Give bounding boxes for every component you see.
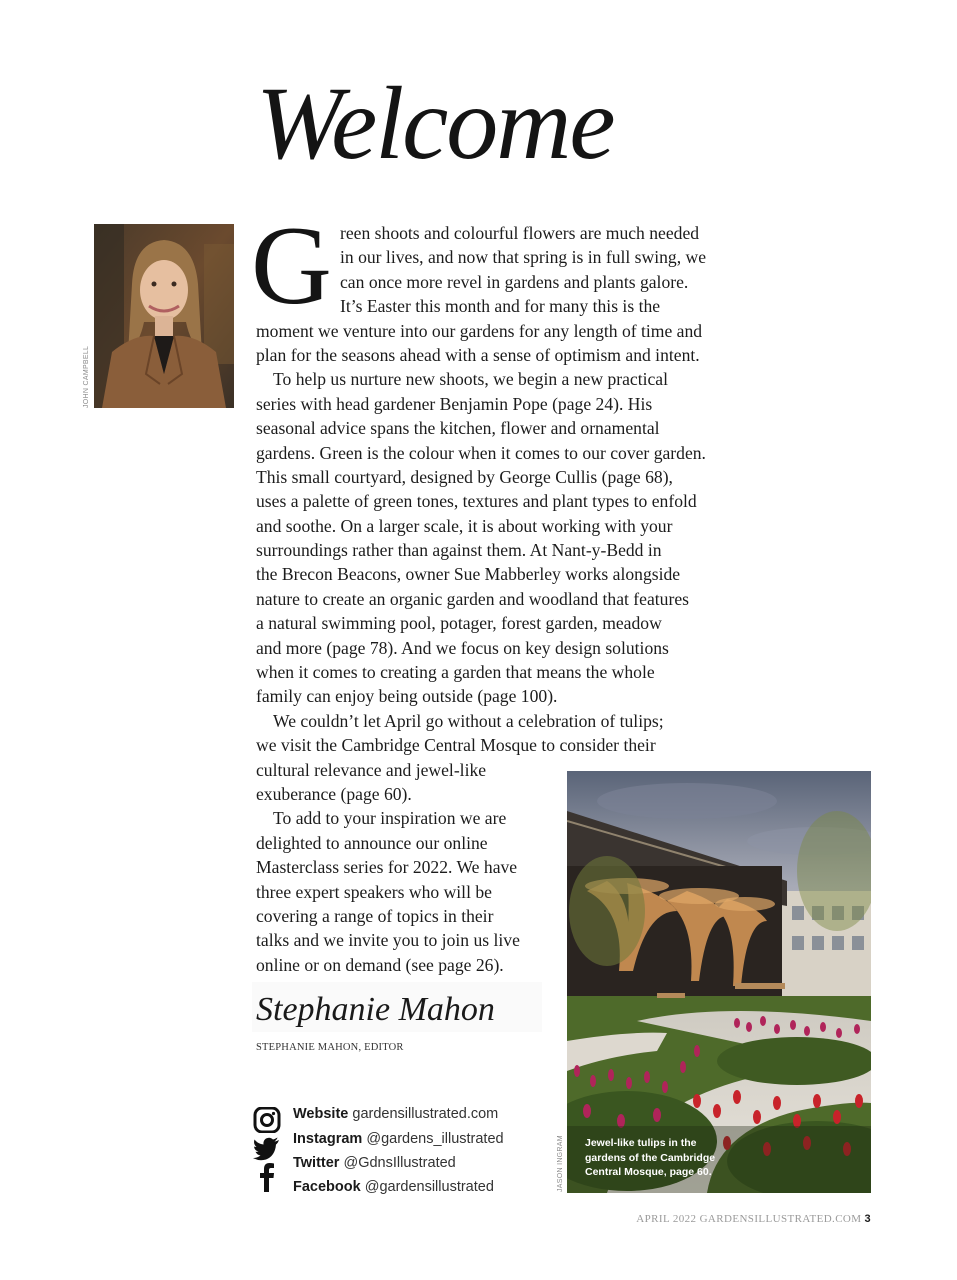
- body-text-line: we visit the Cambridge Central Mosque to consider their: [256, 735, 656, 756]
- editor-signature: [252, 982, 542, 1037]
- photo-caption-line: Central Mosque, page 60.: [585, 1166, 712, 1179]
- social-instagram-label: Instagram: [293, 1131, 363, 1147]
- page-title: Welcome: [256, 66, 614, 181]
- body-text-line: seasonal advice spans the kitchen, flower and ornamental: [256, 418, 660, 439]
- photo-caption-line: gardens of the Cambridge: [585, 1151, 716, 1164]
- social-facebook-link[interactable]: [293, 1179, 494, 1195]
- photo-caption-line: Jewel-like tulips in the: [585, 1137, 697, 1149]
- body-text-line: talks and we invite you to join us live: [256, 930, 520, 951]
- body-text-line: can once more revel in gardens and plants galore.: [340, 271, 689, 292]
- body-text-line: the Brecon Beacons, owner Sue Mabberley works alongside: [256, 564, 681, 585]
- social-twitter-link[interactable]: [293, 1155, 456, 1171]
- social-website-value: gardensillustrated.com: [352, 1106, 499, 1122]
- body-text-line: gardens. Green is the colour when it comes to our cover garden.: [256, 442, 706, 463]
- footer-text: APRIL 2022 GARDENSILLUSTRATED.COM: [636, 1213, 862, 1225]
- drop-cap: G: [251, 204, 332, 328]
- body-text-line: three expert speakers who will be: [256, 881, 492, 902]
- body-text-line: Masterclass series for 2022. We have: [256, 857, 518, 878]
- social-facebook-label: Facebook: [293, 1179, 361, 1195]
- body-text-line: To help us nurture new shoots, we begin a new practical: [273, 369, 668, 390]
- body-text-line: moment we venture into our gardens for any length of time and: [256, 320, 703, 341]
- social-facebook-value: @gardensillustrated: [364, 1179, 494, 1195]
- portrait-photo-credit: JOHN CAMPBELL: [83, 345, 90, 408]
- body-text-line: exuberance (page 60).: [256, 783, 412, 804]
- body-text-line: and more (page 78). And we focus on key design solutions: [256, 637, 669, 658]
- body-text-line: It’s Easter this month and for many this is the: [340, 296, 661, 317]
- social-website-label: Website: [293, 1106, 349, 1122]
- signature-caption: STEPHANIE MAHON, EDITOR: [256, 1042, 404, 1053]
- body-text-line: We couldn’t let April go without a celebration of tulips;: [273, 710, 664, 731]
- body-text-line: plan for the seasons ahead with a sense of optimism and intent.: [256, 344, 700, 365]
- body-text-line: covering a range of topics in their: [256, 905, 494, 926]
- garden-photo-credit: JASON INGRAM: [557, 1135, 564, 1192]
- body-text-line: reen shoots and colourful flowers are much needed: [340, 223, 700, 243]
- body-text-line: This small courtyard, designed by George Cullis (page 68),: [256, 466, 673, 487]
- social-twitter-value: @GdnsIllustrated: [343, 1155, 456, 1171]
- body-text-line: uses a palette of green tones, textures and plant types to enfold: [256, 491, 697, 512]
- social-instagram-link[interactable]: [293, 1131, 504, 1147]
- body-text-line: nature to create an organic garden and woodland that features: [256, 588, 689, 609]
- body-text-line: family can enjoy being outside (page 100).: [256, 686, 558, 707]
- body-text-line: a natural swimming pool, potager, forest garden, meadow: [256, 613, 662, 634]
- signature-text: Stephanie Mahon: [256, 991, 495, 1028]
- body-text-line: series with head gardener Benjamin Pope (page 24). His: [256, 393, 653, 414]
- photo-caption: [585, 1136, 715, 1180]
- body-text-line: and soothe. On a larger scale, it is about working with your: [256, 515, 673, 536]
- body-text-line: delighted to announce our online: [256, 832, 488, 853]
- body-text-line: when it comes to creating a garden that means the whole: [256, 662, 655, 683]
- page-footer: [636, 1213, 871, 1225]
- body-text-line: To add to your inspiration we are: [273, 808, 507, 829]
- mosque-garden-photo: [567, 771, 871, 1193]
- facebook-icon: [253, 1162, 281, 1188]
- social-twitter-label: Twitter: [293, 1155, 340, 1171]
- body-text-line: cultural relevance and jewel-like: [256, 759, 487, 780]
- instagram-icon: [253, 1107, 281, 1133]
- twitter-icon: [253, 1136, 281, 1162]
- body-text-line: in our lives, and now that spring is in full swing, we: [340, 247, 707, 268]
- body-text-line: surroundings rather than against them. At Nant-y-Bedd in: [256, 540, 662, 561]
- body-text-line: online or on demand (see page 26).: [256, 954, 504, 975]
- social-website-link[interactable]: [293, 1106, 498, 1122]
- social-instagram-value: @gardens_illustrated: [366, 1131, 504, 1147]
- editor-portrait-photo: [94, 224, 234, 408]
- page-number: 3: [864, 1213, 871, 1225]
